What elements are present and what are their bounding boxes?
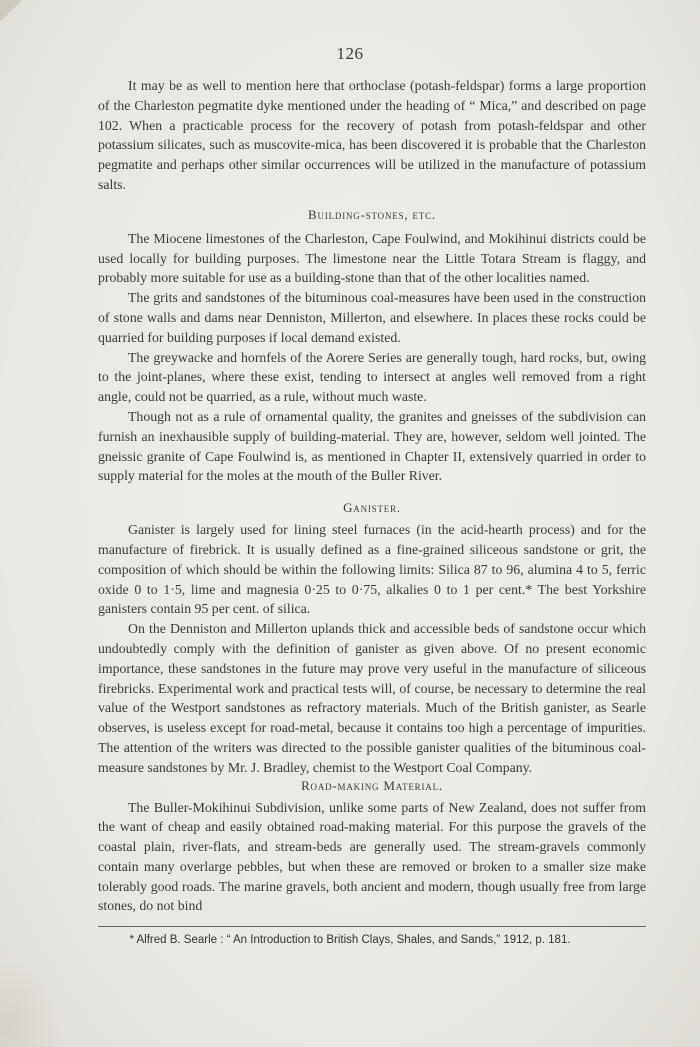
building-paragraph-1: The Miocene limestones of the Charleston, Cape Foulwind, and Mokihinui districts could be used locally for building purposes. The limestone near the Little Totara Stream is flaggy, and probably more suitable for use as a building-stone than that of the other localities named. bbox=[98, 230, 646, 286]
footnote: * Alfred B. Searle : “ An Introduction to British Clays, Shales, and Sands,” 1912, p. 181. bbox=[129, 934, 571, 946]
intro-paragraph: It may be as well to mention here that orthoclase (potash-feldspar) forms a large proportion of the Charleston pegmatite dyke mentioned under the heading of “ Mica,” and described on page 102. When a practicable process for the recovery of potash from potash-feldspar and other potassium silicates, such as muscovite-mica, has been discovered it is probable that the Charleston pegmatite and perhaps other similar occurrences will be utilized in the manufacture of potassium salts. bbox=[98, 78, 646, 192]
heading-building-stones: Building-stones, etc. bbox=[308, 206, 436, 222]
road-paragraph-1: The Buller-Mokihinui Subdivision, unlike some parts of New Zealand, does not suffer from the want of cheap and easily obtained road-making material. For this purpose the gravels of the coastal plain, river-flats, and stream-beds are generally used. The stream-gravels commonly contain many overlarge pebbles, but when these are removed or broken to a smaller size make tolerably good roads. The marine gravels, both ancient and modern, though usually free from large stones, do not bind bbox=[98, 799, 646, 914]
ganister-paragraph-1: Ganister is largely used for lining steel furnaces (in the acid-hearth process) and for the manufacture of firebrick. It is usually defined as a fine-grained siliceous sandstone or grit, the composition of which should be within the following limits: Silica 87 to 96, alumina 4 to 5, ferric oxide 0 to 1·5, lime and magnesia 0·25 to 0·75, alkalies 0 to 1 per cent.* The best Yorkshire ganisters contain 95 per cent. of silica. bbox=[98, 522, 646, 617]
building-paragraph-3: The greywacke and hornfels of the Aorere Series are generally tough, hard rocks, but, owing to the joint-planes, where these exist, tending to intersect at angles well removed from a right angle, could not be quarried, as a rule, without much waste. bbox=[98, 349, 646, 405]
heading-road-making: Road-making Material. bbox=[301, 777, 443, 793]
ganister-paragraph-2: On the Denniston and Millerton uplands thick and accessible beds of sandstone occur which undoubtedly comply with the definition of ganister as given above. Of no present economic importance, these sandstones in the future may prove very useful in the manufacture of siliceous firebricks. Experimental work and practical tests will, of course, be necessary to determine the real value of the Westport sandstones as refractory materials. Much of the British ganister, as Searle observes, is useless except for road-metal, because it contains too high a percentage of impurities. The attention of the writers was directed to the possible ganister qualities of the bituminous coal-measure sandstones by Mr. J. Bradley, chemist to the Westport Coal Company. bbox=[98, 621, 646, 775]
footnote-divider bbox=[98, 926, 646, 927]
heading-ganister: Ganister. bbox=[343, 500, 401, 516]
page-number: 126 bbox=[336, 44, 364, 63]
building-paragraph-2: The grits and sandstones of the bituminous coal-measures have been used in the construction of stone walls and dams near Denniston, Millerton, and elsewhere. In places these rocks could be quarried for building purposes if local demand existed. bbox=[98, 290, 646, 345]
body-text bbox=[98, 76, 646, 916]
paper-corner-shadow bbox=[0, 0, 22, 22]
building-paragraph-4: Though not as a rule of ornamental quality, the granites and gneisses of the subdivision can furnish an inexhausible supply of building-material. They are, however, seldom well jointed. The gneissic granite of Cape Foulwind is, as mentioned in Chapter II, extensively quarried in order to supply material for the moles at the mouth of the Buller River. bbox=[98, 408, 646, 484]
paper-stain bbox=[0, 960, 60, 1047]
